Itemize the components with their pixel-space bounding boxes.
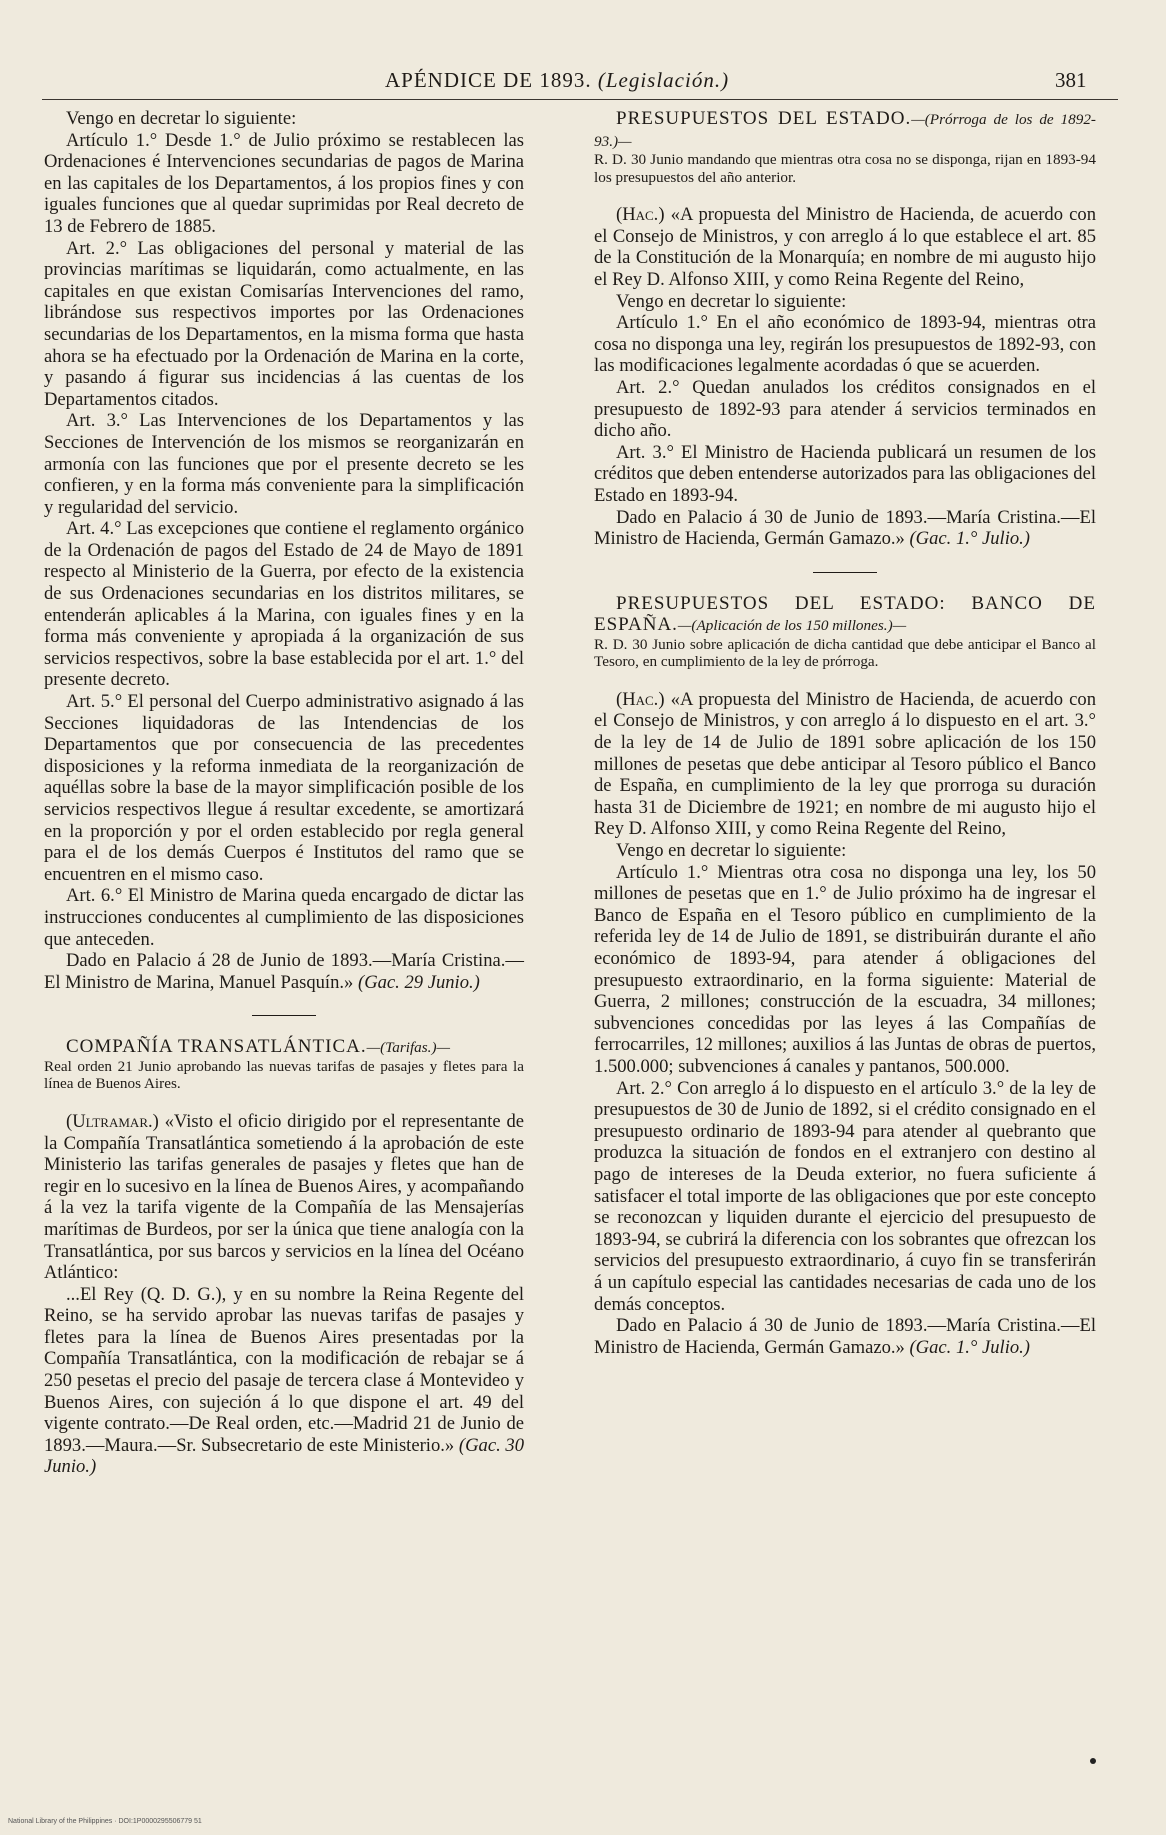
transatlantica-gazette-ref: (Gac. 30 Junio.) — [44, 1434, 525, 1478]
presupuestos-signature — [594, 507, 1096, 550]
left-vengo: Vengo en decretar lo siguiente: — [66, 108, 297, 129]
spacer — [594, 671, 1096, 689]
presupuestos-gazette-ref: (Gac. 1.° Julio.) — [909, 528, 1030, 550]
section-summary: R. D. 30 Junio mandando que mientras otra cosa no se disponga, rijan en 1893-94 los presupuestos del año anterior. — [594, 151, 1096, 186]
presupuestos-intro — [594, 204, 1096, 290]
transatlantica-text-1: «Visto el oficio dirigido por el representante de la Compañía Transatlántica sometiendo á la aprobación de este Ministerio las tarifas generales de pasajes y fletes que han de regir en lo sucesivo en la línea de Buenos Aires, y acompañando á la vez la tarifa vigente de la Compañía de las Mensajerías marítimas de Burdeos, por ser la única que tiene analogía con la Transatlántica, por sus barcos y servicios en la línea del Océano Atlántico: — [44, 1110, 524, 1284]
ink-dot — [1090, 1758, 1096, 1764]
section-separator — [252, 1015, 316, 1016]
section-head-text: COMPAÑÍA TRANSATLÁNTICA. — [66, 1036, 367, 1058]
presupuestos-intro-text: «A propuesta del Ministro de Hacienda, de acuerdo con el Consejo de Ministros, y con arreglo á lo que establece el art. 85 de la Constitución de la Monarquía; en nombre de mi augusto hijo el Rey D. Alfonso XIII, y como Reina Regente del Reino, — [594, 204, 1096, 290]
left-article-2: Art. 2.° Las obligaciones del personal y material de las provincias marítimas se liquidarán, como actualmente, en las capitales en que existan Comisarías Intervenciones del ramo, librándose sus respectivos importes por las Ordenaciones secundarias de los Departamentos, en la misma forma que hasta ahora se ha efectuado por la Ordenación de Marina en la corte, y pasando á figurar sus incidencias á las cuentas de los Departamentos citados. — [44, 237, 524, 410]
section-summary: Real orden 21 Junio aprobando las nuevas tarifas de pasajes y fletes para la línea de Buenos Aires. — [44, 1057, 524, 1093]
presupuestos-article-1: Artículo 1.° En el año económico de 1893-94, mientras otra cosa no disponga una ley, regirán los presupuestos de 1892-93, con las modificaciones legalmente acordadas ó que se acuerden. — [594, 312, 1096, 377]
presupuestos-article-2: Art. 2.° Quedan anulados los créditos consignados en el presupuesto de 1892-93 para atender á servicios terminados en dicho año. — [594, 376, 1096, 442]
section-separator — [813, 572, 877, 573]
presupuestos-signature-text: Dado en Palacio á 30 de Junio de 1893.—María Cristina.—El Ministro de Hacienda, Germán Gamazo.» — [594, 506, 1096, 550]
banco-intro-text: «A propuesta del Ministro de Hacienda, de acuerdo con el Consejo de Ministros, y con arreglo á lo dispuesto en el art. 3.° de la ley de 14 de Julio de 1891 sobre aplicación de los 150 millones de pesetas que debe anticipar al Tesoro público el Banco de España, en cumplimiento de la ley que prorroga su duración hasta 31 de Diciembre de 1921; en nombre de mi augusto hijo el Rey D. Alfonso XIII, y como Reina Regente del Reino, — [594, 688, 1096, 840]
left-column — [44, 108, 524, 1478]
section-heading-transatlantica — [44, 1036, 524, 1058]
transatlantica-text-2: ...El Rey (Q. D. G.), y en su nombre la Reina Regente del Reino, se ha servido aprobar las nuevas tarifas de pasajes y fletes para la línea de Buenos Aires presentadas por la Compañía Transatlántica, con la modificación de rebajar se á 250 pesetas el precio del pasaje de tercera clase á Montevideo y Buenos Aires, con sujeción á lo que dispone el art. 49 del vigente contrato.—De Real orden, etc.—Madrid 21 de Junio de 1893.—Maura.—Sr. Subsecretario de este Ministerio.» — [44, 1283, 524, 1456]
running-header — [0, 62, 1166, 102]
banco-intro — [594, 689, 1096, 840]
banco-article-2: Art. 2.° Con arreglo á lo dispuesto en el artículo 3.° de la ley de presupuestos de 30 de Junio de 1892, si el crédito consignado en el presupuesto ordinario de 1893-94 para atender al quebranto que produzca la situación de fondos en el extranjero con destino al pago de intereses de la Deuda exterior, no fuera suficiente á satisfacer el total importe de las obligaciones que por este concepto se reconozcan y liquiden durante el ejercicio del presupuesto de 1893-94, se cubrirá la diferencia con los sobrantes que ofrezcan los servicios del presupuesto extraordinario, á cuyo fin se transferirán á un capítulo especial las cantidades necesarias de cada uno de los demás conceptos. — [594, 1077, 1096, 1315]
header-title — [385, 68, 729, 93]
section-tag: —(Aplicación de los 150 millones.)— — [677, 617, 907, 635]
transatlantica-paragraph-1 — [44, 1111, 524, 1284]
page-number: 381 — [1055, 68, 1087, 92]
spacer — [44, 1093, 524, 1111]
right-column — [594, 108, 1096, 1358]
banco-gazette-ref: (Gac. 1.° Julio.) — [909, 1336, 1030, 1358]
banco-signature-text: Dado en Palacio á 30 de Junio de 1893.—María Cristina.—El Ministro de Hacienda, Germán Gamazo.» — [594, 1315, 1096, 1358]
banco-article-1: Artículo 1.° Mientras otra cosa no disponga una ley, los 50 millones de pesetas que en 1.° de Julio próximo ha de ingresar el Banco de España en el Tesoro público en cumplimiento de la referida ley de 14 de Julio de 1891, se distribuirán durante el año económico de 1893-94, para atender á obligaciones del presupuesto extraordinario, en la forma siguiente: Material de Guerra, 2 millones; construcción de la escuadra, 34 millones; subvenciones concedidas por las leyes á las Compañías de ferrocarriles, 12 millones; auxilios á las Juntas de obras de puertos, 1.500.000; subvenciones á canales y pantanos, 500.000. — [594, 861, 1096, 1077]
section-head-text: PRESUPUESTOS DEL ESTADO: BANCO DE ESPAÑA. — [594, 592, 1096, 636]
ministry-tag: (Ultramar.) — [66, 1110, 159, 1132]
section-heading-banco — [594, 593, 1096, 636]
presupuestos-article-3: Art. 3.° El Ministro de Hacienda publicará un resumen de los créditos que deben entenderse autorizados para las obligaciones del Estado en 1893-94. — [594, 441, 1096, 506]
left-article-4: Art. 4.° Las excepciones que contiene el reglamento orgánico de la Ordenación de pagos del Estado de 24 de Mayo de 1891 respecto al Ministerio de la Guerra, por efecto de la existencia de sus Ordenaciones secundarias en los distritos militares, se entenderán aplicables á la Marina, con iguales fines y en la forma más conveniente y apropiada á la organización de sus servicios respectivos, sobre la base establecida por el art. 1.° del presente decreto. — [44, 518, 524, 691]
section-tag: —(Tarifas.)— — [366, 1039, 451, 1057]
section-tag: —(Prórroga de los de 1892-93.)— — [594, 111, 1096, 150]
presupuestos-vengo: Vengo en decretar lo siguiente: — [616, 290, 847, 312]
spacer — [594, 186, 1096, 204]
ministry-tag: (Hac.) — [616, 204, 665, 226]
left-gazette-ref: (Gac. 29 Junio.) — [358, 971, 480, 993]
scan-footer-note: National Library of the Philippines · DOI:1P0000295506779 51 — [8, 1818, 202, 1825]
section-heading-presupuestos — [594, 108, 1096, 151]
header-title-main: APÉNDICE DE 1893. — [385, 68, 592, 92]
section-head-text: PRESUPUESTOS DEL ESTADO. — [616, 108, 912, 129]
left-article-3: Art. 3.° Las Intervenciones de los Departamentos y las Secciones de Intervención de los mismos se reorganizarán en armonía con las funciones que por el presente decreto se les confieren, y en la forma más conveniente para la simplificación y regularidad del servicio. — [44, 410, 524, 518]
banco-vengo: Vengo en decretar lo siguiente: — [616, 840, 847, 862]
section-summary: R. D. 30 Junio sobre aplicación de dicha cantidad que debe anticipar el Banco al Tesoro, en cumplimiento de la ley de prórroga. — [594, 635, 1096, 671]
left-signature-text: Dado en Palacio á 28 de Junio de 1893.—María Cristina.—El Ministro de Marina, Manuel Pasquín.» — [44, 950, 524, 993]
ministry-tag: (Hac.) — [616, 688, 665, 710]
header-rule — [42, 99, 1118, 100]
left-signature — [44, 950, 524, 993]
transatlantica-paragraph-2 — [44, 1284, 524, 1478]
left-article-6: Art. 6.° El Ministro de Marina queda encargado de dictar las instrucciones conducentes al cumplimiento de las disposiciones que anteceden. — [44, 885, 524, 950]
left-article-5: Art. 5.° El personal del Cuerpo administrativo asignado á las Secciones liquidadoras de las Intendencias de los Departamentos que por consecuencia de las precedentes disposiciones y la reforma inmediata de la reorganización de aquéllas sobre la base de la mayor simplificación posible de los servicios respectivos llegue á resultar excedente, se amortizará en la proporción y por el orden establecido por regla general para el de los demás Cuerpos é Institutos del ramo que se encuentren en el mismo caso. — [44, 691, 524, 885]
banco-signature — [594, 1315, 1096, 1358]
header-title-italic: (Legislación.) — [597, 68, 730, 92]
left-article-1: Artículo 1.° Desde 1.° de Julio próximo se restablecen las Ordenaciones é Intervenciones secundarias de pagos de Marina en las capitales de los Departamentos, á los propios fines y con iguales funciones que al quedar suprimidas por Real decreto de 13 de Febrero de 1885. — [44, 129, 524, 237]
